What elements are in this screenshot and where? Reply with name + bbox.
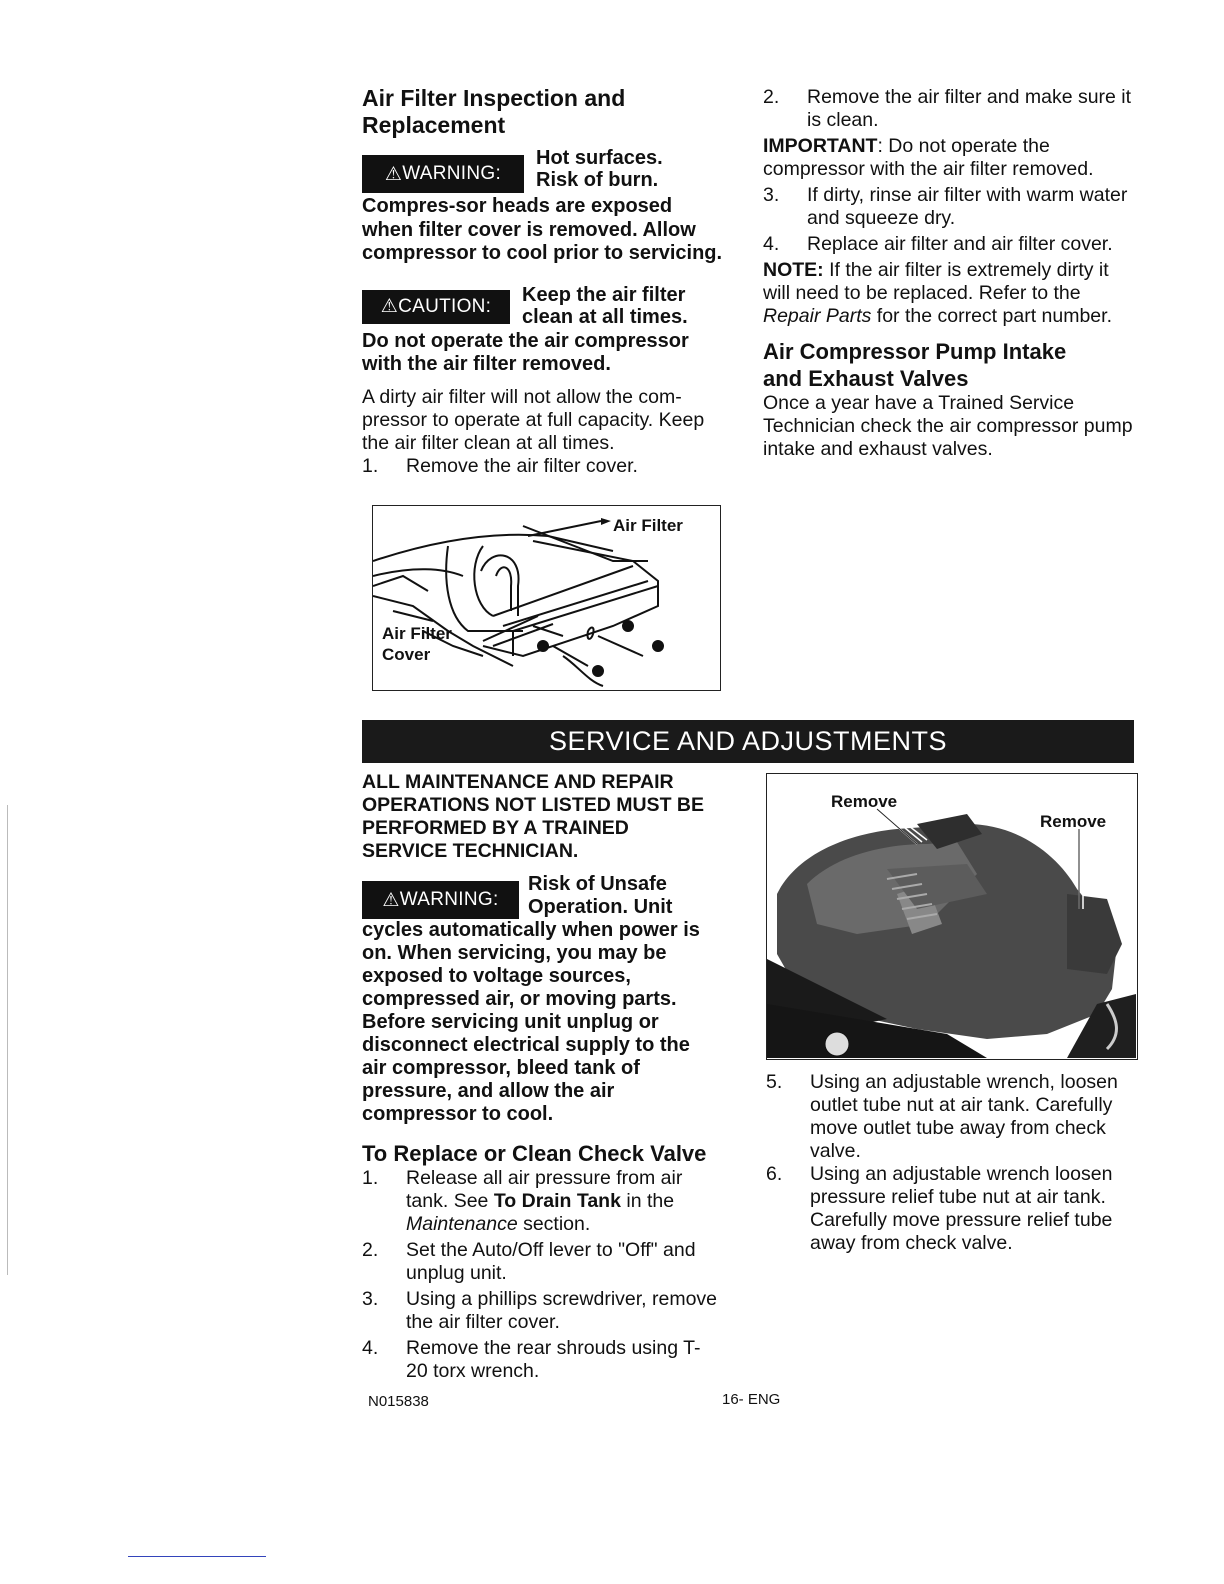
step-number: 2. [362,1239,379,1261]
service-section [362,771,742,1383]
step-number: 3. [362,1288,379,1310]
caution-line: clean at all times. [522,305,688,328]
warning-line: Risk of Unsafe [528,873,667,895]
document-number: N015838 [368,1393,429,1410]
step-text-part: Release all air pressure from air tank. See [406,1167,683,1212]
list-item [766,1071,1138,1163]
air-filter-label: Air Filter [613,516,683,535]
remove-label-left: Remove [831,792,898,811]
step-number: 2. [763,86,780,108]
step-text: If dirty, rinse air filter with warm water and squeeze dry. [807,184,1128,229]
list-item [362,455,727,478]
step-number: 4. [362,1337,379,1359]
air-filter-section [362,85,727,478]
list-item [763,184,1133,230]
warning-triangle-icon: ⚠ [382,889,400,911]
note-label: NOTE: [763,259,824,281]
section-heading [362,85,727,139]
note-text: for the correct part number. [871,305,1112,327]
list-item [766,1163,1138,1255]
check-valve-steps-continued [766,1071,1138,1255]
list-item [763,233,1133,256]
heading-line: Air Compressor Pump Intake [763,339,1067,364]
section-banner [362,720,1134,763]
warning-line: Operation. Unit [528,896,673,918]
caution-text: Do not operate the air compressor with the air filter removed. [362,329,689,375]
step-text: Set the Auto/Off lever to "Off" and unplug unit. [406,1239,696,1284]
shroud-photo [766,773,1138,1060]
warning-text: Compres-sor heads are exposed when filter cover is removed. Allow compressor to cool prior to servicing. [362,195,723,264]
list-item [362,1239,742,1285]
caution-badge [362,290,510,324]
step-text-part: in the [620,1190,675,1212]
warning-text: cycles automatically when power is on. When servicing, you may be exposed to voltage sources, compressed air, or moving parts. Before servicing unit unplug or disconnect electrical supply to the air compressor, bleed tank of pressure, and allow the air compressor to cool. [362,919,700,1125]
warning-side-text [528,873,672,919]
step-number: 5. [766,1071,783,1093]
step-text: Using an adjustable wrench, loosen outlet tube nut at air tank. Carefully move outlet tube away from check valve. [810,1071,1118,1162]
scan-edge-line [7,805,8,1275]
step-number: 6. [766,1163,783,1185]
heading-line: and Exhaust Valves [763,366,969,391]
warning-side-text [536,147,663,193]
important-text: : Do not operate the compressor with the air filter removed. [763,135,1094,180]
step-text: Remove the air filter cover. [406,454,638,477]
important-note [763,135,1133,181]
banner-title: SERVICE AND ADJUSTMENTS [548,726,948,756]
list-item [362,1167,742,1236]
body-paragraph: Once a year have a Trained Service Technician check the air compressor pump intake and exhaust valves. [763,392,1133,460]
warning-badge-label: WARNING: [399,889,499,910]
note-text: If the air filter is extremely dirty it will need to be replaced. Refer to the [763,259,1109,304]
warning-block [362,873,742,919]
caps-warning-text: ALL MAINTENANCE AND REPAIR OPERATIONS NOT LISTED MUST BE PERFORMED BY A TRAINED SERVICE TECHNICIAN. [362,771,704,862]
step-text: Using a phillips screwdriver, remove the air filter cover. [406,1288,718,1333]
list-item [763,86,1133,132]
step-text: Using an adjustable wrench loosen pressure relief tube nut at air tank. Carefully move pressure relief tube away from check valve. [810,1163,1113,1254]
section-heading: To Replace or Clean Check Valve [362,1141,707,1166]
step-text [406,1167,742,1236]
step-number: 1. [362,1167,379,1189]
air-filter-cover-label [382,623,452,665]
warning-badge-label: WARNING: [402,163,502,184]
note-paragraph [763,259,1133,328]
note-italic: Repair Parts [763,305,872,327]
important-label: IMPORTANT [763,135,878,157]
heading-line: Replacement [362,112,506,138]
warning-triangle-icon: ⚠ [384,163,403,185]
list-item [362,1337,742,1383]
step-number: 4. [763,233,780,255]
step-text: Replace air filter and air filter cover. [807,233,1113,255]
maintenance-ref: Maintenance [406,1213,518,1235]
scan-edge-mark [128,1556,266,1557]
heading-line: Air Filter Inspection and [362,85,626,111]
section-heading [763,338,1133,392]
warning-badge [362,881,519,919]
step-text: Remove the rear shrouds using T-20 torx wrench. [406,1337,701,1382]
list-item [362,1288,742,1334]
step-number: 3. [763,184,780,206]
step-number: 1. [362,454,379,477]
page-number: 16- ENG [722,1391,781,1408]
caution-block [362,284,727,328]
warning-line: Risk of burn. [536,169,659,191]
warning-line: Hot surfaces. [536,147,663,169]
body-paragraph: A dirty air filter will not allow the com-pressor to operate at full capacity. Keep the air filter clean at all times. [362,385,705,454]
air-filter-figure [372,505,721,691]
drain-tank-ref: To Drain Tank [493,1190,621,1212]
step-text: Remove the air filter and make sure it is clean. [807,86,1132,131]
caution-line: Keep the air filter [522,283,686,306]
remove-label-right: Remove [1040,812,1107,831]
step-text-part: section. [517,1213,591,1235]
warning-block [362,147,727,193]
label-line: Cover [382,645,431,664]
label-line: Air Filter [382,624,452,643]
warning-badge [362,155,524,193]
air-filter-steps-continued [763,86,1133,461]
caution-side-text [522,284,688,328]
caution-badge-label: CAUTION: [398,295,492,317]
warning-triangle-icon: ⚠ [380,296,399,317]
